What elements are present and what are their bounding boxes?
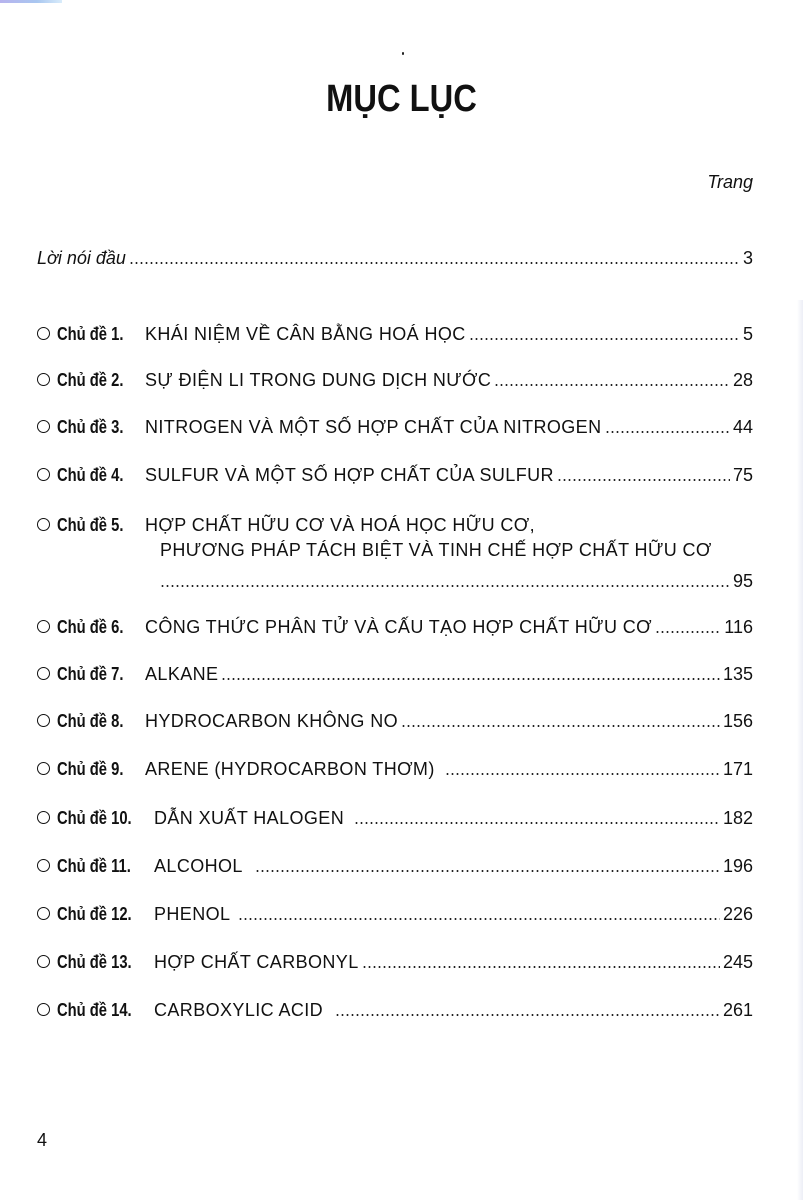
- chapter-page: 261: [722, 1000, 753, 1020]
- dot-leader: [335, 1014, 720, 1016]
- chapter-prefix: Chủ đề 13.: [57, 952, 132, 972]
- toc-entry-chapter-9[interactable]: [37, 756, 753, 780]
- chapter-prefix: Chủ đề 3.: [57, 417, 124, 437]
- chapter-title: ALKANE: [145, 664, 219, 684]
- toc-entry-chapter-4[interactable]: [37, 462, 753, 486]
- dot-leader: [469, 338, 740, 340]
- chapter-page: 116: [724, 617, 753, 637]
- chapter-title: NITROGEN VÀ MỘT SỐ HỢP CHẤT CỦA NITROGEN: [145, 417, 602, 437]
- dot-leader: [221, 678, 720, 680]
- hollow-circle-bullet-icon: [37, 714, 50, 727]
- toc-entry-label: Lời nói đầu: [37, 248, 126, 268]
- dot-leader: [401, 725, 720, 727]
- chapter-page: 182: [722, 808, 753, 828]
- chapter-title: HỢP CHẤT CARBONYL: [154, 952, 359, 972]
- hollow-circle-bullet-icon: [37, 955, 50, 968]
- page-column-header: Trang: [707, 172, 753, 192]
- hollow-circle-bullet-icon: [37, 373, 50, 386]
- chapter-title: KHÁI NIỆM VỀ CÂN BẰNG HOÁ HỌC: [145, 324, 466, 344]
- hollow-circle-bullet-icon: [37, 1003, 50, 1016]
- chapter-title: SULFUR VÀ MỘT SỐ HỢP CHẤT CỦA SULFUR: [145, 465, 554, 485]
- toc-entry-chapter-11[interactable]: [37, 853, 753, 877]
- page-number: 4: [37, 1130, 48, 1150]
- dot-leader: [445, 773, 720, 775]
- scan-edge-strip: [0, 0, 62, 3]
- toc-entry-chapter-1[interactable]: [37, 321, 753, 345]
- toc-entry-preface[interactable]: [37, 245, 753, 269]
- chapter-title: ARENE (HYDROCARBON THƠM): [145, 759, 435, 779]
- chapter-page: 75: [732, 465, 753, 485]
- chapter-prefix: Chủ đề 2.: [57, 370, 124, 390]
- dot-leader: [255, 870, 720, 872]
- dot-leader: [494, 384, 730, 386]
- toc-entry-chapter-5-page-line[interactable]: [160, 568, 753, 592]
- chapter-prefix: Chủ đề 9.: [57, 759, 124, 779]
- dot-leader: [605, 431, 730, 433]
- dot-leader: [129, 262, 740, 264]
- dot-leader: [655, 631, 721, 633]
- chapter-page: 5: [742, 324, 753, 344]
- chapter-prefix: Chủ đề 12.: [57, 904, 132, 924]
- toc-entry-chapter-8[interactable]: [37, 708, 753, 732]
- chapter-title-continuation: PHƯƠNG PHÁP TÁCH BIỆT VÀ TINH CHẾ HỢP CHẤT HỮU CƠ: [160, 540, 712, 560]
- toc-entry-chapter-14[interactable]: [37, 997, 753, 1021]
- hollow-circle-bullet-icon: [37, 762, 50, 775]
- dot-leader: [362, 966, 720, 968]
- chapter-title: PHENOL: [154, 904, 231, 924]
- dot-leader: [238, 918, 720, 920]
- hollow-circle-bullet-icon: [37, 907, 50, 920]
- chapter-page: 196: [722, 856, 753, 876]
- hollow-circle-bullet-icon: [37, 811, 50, 824]
- chapter-prefix: Chủ đề 7.: [57, 664, 124, 684]
- hollow-circle-bullet-icon: [37, 859, 50, 872]
- chapter-prefix: Chủ đề 14.: [57, 1000, 132, 1020]
- scan-speck: [402, 52, 404, 55]
- hollow-circle-bullet-icon: [37, 667, 50, 680]
- chapter-prefix: Chủ đề 10.: [57, 808, 132, 828]
- chapter-title: HỢP CHẤT HỮU CƠ VÀ HOÁ HỌC HỮU CƠ,: [145, 515, 536, 535]
- hollow-circle-bullet-icon: [37, 420, 50, 433]
- chapter-prefix: Chủ đề 11.: [57, 856, 131, 876]
- dot-leader: [557, 479, 730, 481]
- chapter-title: DẪN XUẤT HALOGEN: [154, 808, 345, 828]
- chapter-page: 156: [722, 711, 753, 731]
- hollow-circle-bullet-icon: [37, 518, 50, 531]
- hollow-circle-bullet-icon: [37, 327, 50, 340]
- page-edge-shadow: [797, 300, 803, 1200]
- dot-leader: [354, 822, 720, 824]
- toc-entry-page: 3: [742, 248, 753, 268]
- chapter-prefix: Chủ đề 5.: [57, 515, 124, 535]
- toc-entry-chapter-10[interactable]: [37, 805, 753, 829]
- hollow-circle-bullet-icon: [37, 468, 50, 481]
- chapter-prefix: Chủ đề 1.: [57, 324, 124, 344]
- chapter-page: 226: [722, 904, 753, 924]
- toc-entry-chapter-5[interactable]: [37, 512, 753, 536]
- chapter-title: ALCOHOL: [154, 856, 243, 876]
- toc-entry-chapter-13[interactable]: [37, 949, 753, 973]
- hollow-circle-bullet-icon: [37, 620, 50, 633]
- chapter-prefix: Chủ đề 6.: [57, 617, 124, 637]
- toc-entry-chapter-3[interactable]: [37, 414, 753, 438]
- toc-entry-chapter-12[interactable]: [37, 901, 753, 925]
- dot-leader: [160, 585, 730, 587]
- toc-entry-chapter-6[interactable]: [37, 614, 753, 638]
- chapter-prefix: Chủ đề 4.: [57, 465, 124, 485]
- toc-entry-chapter-7[interactable]: [37, 661, 753, 685]
- chapter-page: 95: [732, 571, 753, 591]
- chapter-title: SỰ ĐIỆN LI TRONG DUNG DỊCH NƯỚC: [145, 370, 492, 390]
- page-title: MỤC LỤC: [326, 78, 477, 120]
- chapter-page: 28: [732, 370, 753, 390]
- chapter-page: 44: [732, 417, 753, 437]
- chapter-page: 245: [722, 952, 753, 972]
- toc-entry-chapter-2[interactable]: [37, 367, 753, 391]
- chapter-page: 135: [722, 664, 753, 684]
- chapter-title: HYDROCARBON KHÔNG NO: [145, 711, 399, 731]
- chapter-page: 171: [722, 759, 753, 779]
- chapter-title: CÔNG THỨC PHÂN TỬ VÀ CẤU TẠO HỢP CHẤT HỮU CƠ: [145, 617, 652, 637]
- chapter-title: CARBOXYLIC ACID: [154, 1000, 324, 1020]
- chapter-prefix: Chủ đề 8.: [57, 711, 124, 731]
